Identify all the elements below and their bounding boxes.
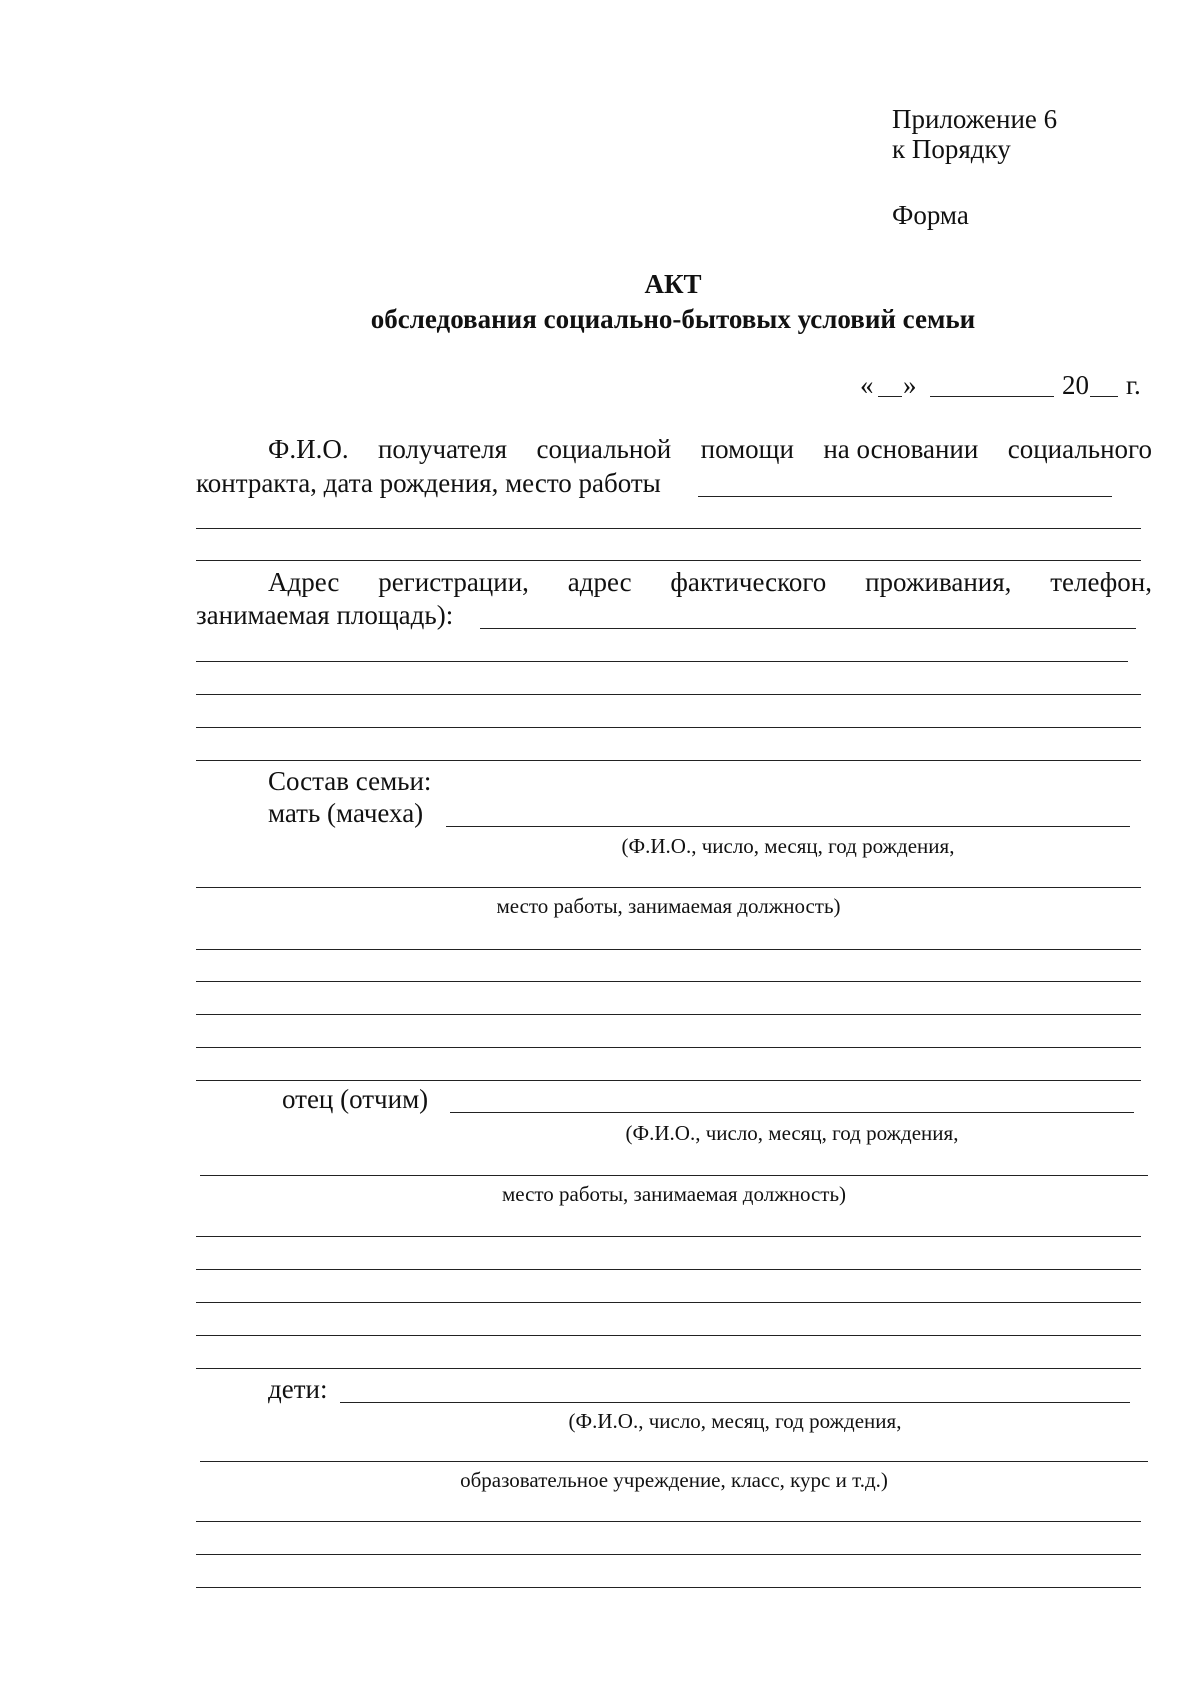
mother-input-2[interactable]	[196, 887, 1141, 888]
father-input-2[interactable]	[200, 1175, 1148, 1176]
address-word: адрес	[567, 567, 632, 597]
father-input-4[interactable]	[196, 1269, 1141, 1270]
recipient-word: получателя	[377, 434, 508, 464]
date-year-blank[interactable]	[1090, 396, 1118, 397]
address-line-2: занимаемая площадь):	[196, 600, 454, 630]
children-hint-2: образовательное учреждение, класс, курс и т.д.)	[460, 1468, 888, 1492]
date-open-quote: «	[860, 370, 874, 400]
mother-input-3[interactable]	[196, 949, 1141, 950]
mother-hint-1: (Ф.И.О., число, месяц, год рождения,	[621, 834, 955, 858]
children-input[interactable]	[340, 1402, 1130, 1403]
address-word: Адрес	[268, 567, 340, 597]
date-year-prefix: 20	[1062, 370, 1089, 400]
mother-label: мать (мачеха)	[268, 798, 424, 828]
document-title: АКТ	[644, 269, 702, 299]
recipient-word: на основании	[823, 434, 979, 464]
address-word: регистрации,	[378, 567, 529, 597]
date-day-blank[interactable]	[878, 396, 902, 397]
address-input-3[interactable]	[196, 694, 1141, 695]
mother-input-4[interactable]	[196, 981, 1141, 982]
recipient-input-3[interactable]	[196, 560, 1141, 561]
father-hint-1: (Ф.И.О., число, месяц, год рождения,	[625, 1121, 959, 1145]
father-input-6[interactable]	[196, 1335, 1141, 1336]
recipient-input-1[interactable]	[698, 496, 1112, 497]
recipient-word: помощи	[700, 434, 794, 464]
recipient-line-1	[268, 433, 1152, 465]
date-year-suffix: г.	[1126, 370, 1141, 400]
recipient-word: Ф.И.О.	[268, 434, 349, 464]
address-input-2[interactable]	[196, 661, 1128, 662]
father-hint-2: место работы, занимаемая должность)	[501, 1182, 847, 1206]
recipient-input-2[interactable]	[196, 528, 1141, 529]
children-label: дети:	[268, 1374, 328, 1404]
address-input-4[interactable]	[196, 727, 1141, 728]
mother-hint-2: место работы, занимаемая должность)	[496, 894, 841, 918]
father-input[interactable]	[450, 1112, 1134, 1113]
father-input-7[interactable]	[196, 1368, 1141, 1369]
mother-input-5[interactable]	[196, 1014, 1141, 1015]
children-hint-1: (Ф.И.О., число, месяц, год рождения,	[568, 1409, 902, 1433]
date-month-blank[interactable]	[930, 396, 1054, 397]
father-input-3[interactable]	[196, 1236, 1141, 1237]
address-input-1[interactable]	[480, 628, 1136, 629]
document-subtitle: обследования социально-бытовых условий семьи	[370, 304, 976, 334]
children-input-5[interactable]	[196, 1587, 1141, 1588]
recipient-line-2: контракта, дата рождения, место работы	[196, 468, 661, 498]
children-input-4[interactable]	[196, 1554, 1141, 1555]
father-input-5[interactable]	[196, 1302, 1141, 1303]
recipient-word: социальной	[536, 434, 672, 464]
address-word: проживания,	[865, 567, 1012, 597]
appendix-number: Приложение 6	[892, 104, 1058, 134]
father-label: отец (отчим)	[282, 1084, 429, 1114]
mother-input-7[interactable]	[196, 1080, 1141, 1081]
appendix-reference: к Порядку	[892, 134, 1011, 164]
form-label: Форма	[892, 200, 969, 230]
recipient-word: социального	[1007, 434, 1152, 464]
address-line-1	[268, 566, 1152, 598]
address-word: телефон,	[1050, 567, 1152, 597]
date-close-quote: »	[903, 370, 917, 400]
address-input-5[interactable]	[196, 760, 1141, 761]
children-input-3[interactable]	[196, 1521, 1141, 1522]
children-input-2[interactable]	[200, 1461, 1148, 1462]
mother-input-6[interactable]	[196, 1047, 1141, 1048]
mother-input[interactable]	[446, 826, 1130, 827]
family-heading: Состав семьи:	[268, 766, 432, 796]
address-word: фактического	[670, 567, 827, 597]
